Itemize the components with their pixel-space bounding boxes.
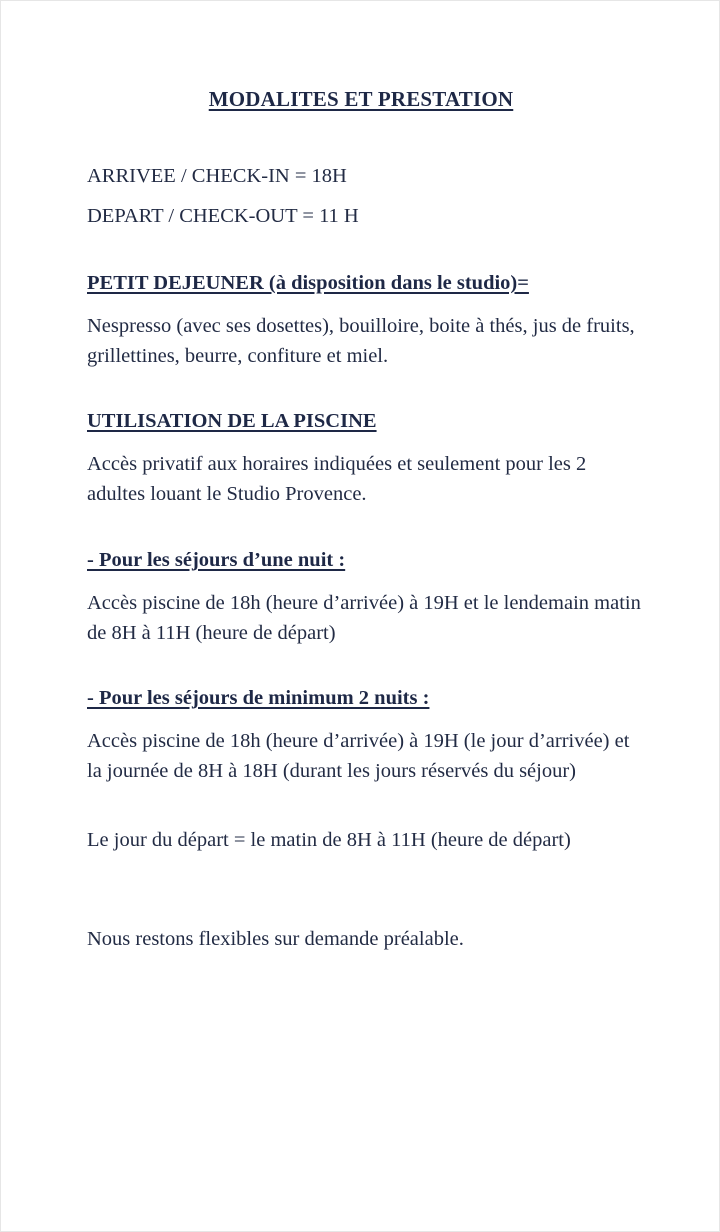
checkout-line: DEPART / CHECK-OUT = 11 H (87, 205, 359, 227)
breakfast-text: Nespresso (avec ses dosettes), bouilloire, boite à thés, jus de fruits, grillettines, beurre, confiture et miel. (87, 315, 635, 367)
pool-heading: UTILISATION DE LA PISCINE (87, 410, 377, 432)
flexible-note: Nous restons flexibles sur demande préalable. (87, 928, 464, 950)
one-night-heading: - Pour les séjours d’une nuit : (87, 549, 346, 571)
pool-text: Accès privatif aux horaires indiquées et seulement pour les 2 adultes louant le Studio Provence. (87, 453, 587, 505)
document-title: MODALITES ET PRESTATION (208, 87, 514, 111)
checkin-line: ARRIVEE / CHECK-IN = 18H (87, 165, 347, 187)
departure-day-text: Le jour du départ = le matin de 8H à 11H (heure de départ) (87, 829, 571, 851)
one-night-text: Accès piscine de 18h (heure d’arrivée) à 19H et le lendemain matin de 8H à 11H (heure de départ) (87, 592, 641, 644)
two-nights-text: Accès piscine de 18h (heure d’arrivée) à 19H (le jour d’arrivée) et la journée de 8H à 18H (durant les jours réservés du séjour) (87, 730, 630, 782)
breakfast-heading: PETIT DEJEUNER (à disposition dans le studio)= (87, 272, 529, 294)
two-nights-heading: - Pour les séjours de minimum 2 nuits : (87, 687, 430, 709)
